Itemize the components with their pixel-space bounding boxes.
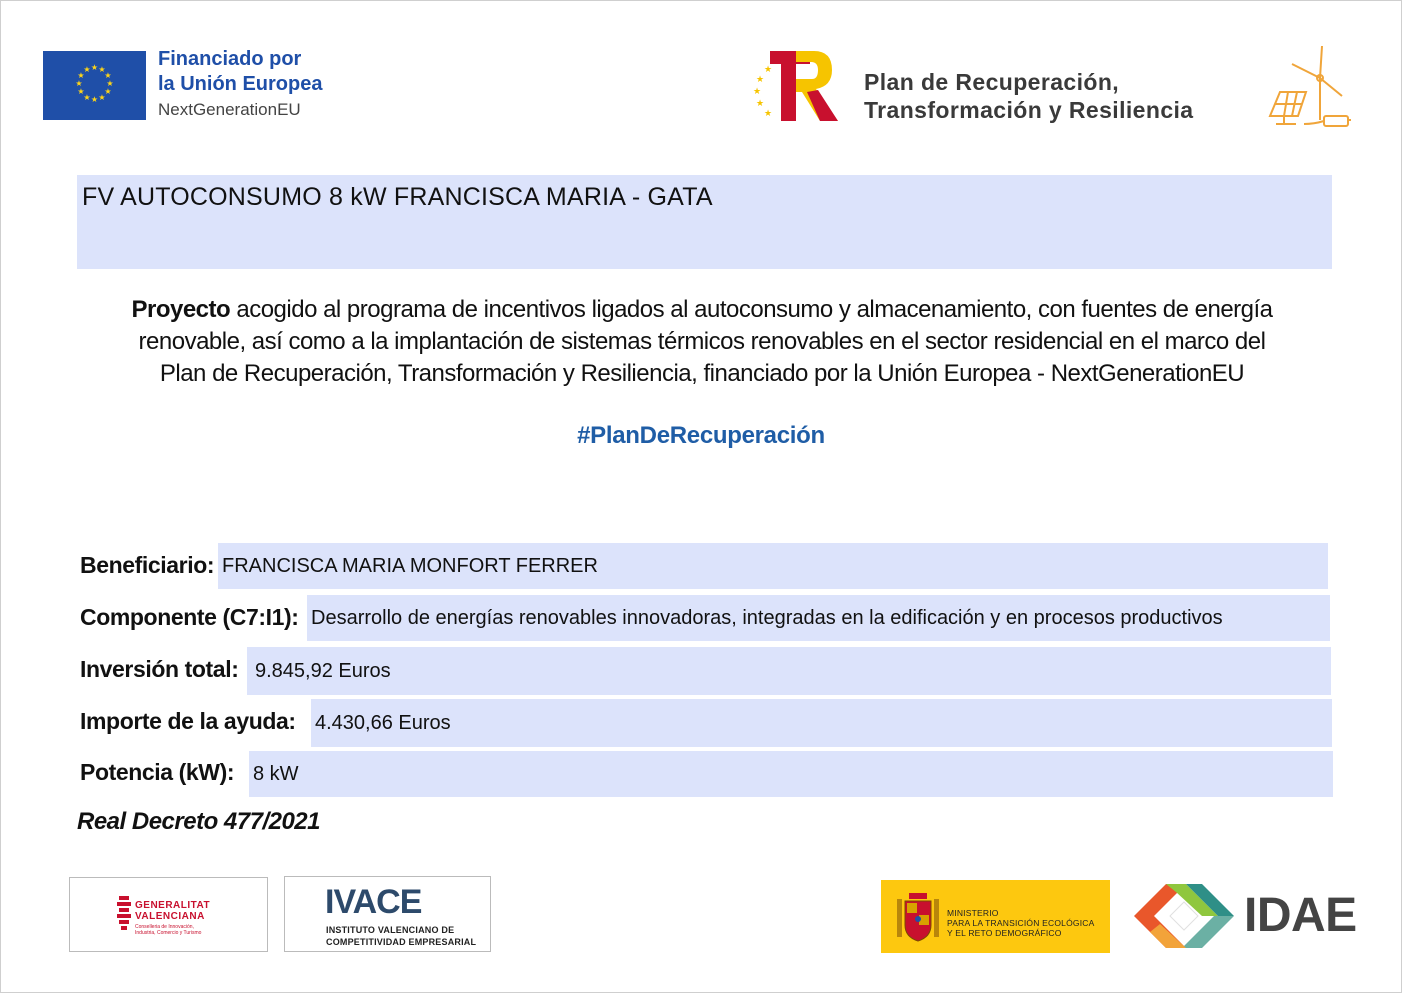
idae-wordmark: IDAE — [1244, 889, 1357, 942]
beneficiario-value: FRANCISCA MARIA MONFORT FERRER — [218, 543, 1328, 589]
idae-mark-icon — [1130, 880, 1238, 953]
svg-text:★: ★ — [104, 87, 112, 96]
gv-line-1: GENERALITAT — [135, 900, 211, 911]
potencia-label: Potencia (kW): — [80, 759, 235, 785]
description-line-3: Plan de Recuperación, Transformación y Resiliencia, financiado por la Unión Europea - NextGenerationEU — [159, 360, 1245, 387]
royal-decree: Real Decreto 477/2021 — [77, 808, 320, 835]
ayuda-value: 4.430,66 Euros — [311, 699, 1332, 747]
prtr-text — [864, 68, 1194, 124]
svg-text:★: ★ — [756, 75, 765, 85]
gv-sub-2: Industria, Comercio y Turismo — [135, 930, 202, 936]
gv-name — [135, 900, 210, 922]
gv-subtitle — [135, 924, 201, 936]
ministerio-line-1: MINISTERIO — [947, 908, 999, 918]
eu-flag-logo — [43, 51, 146, 120]
svg-text:★: ★ — [83, 93, 91, 102]
svg-text:★: ★ — [77, 71, 85, 80]
ministerio-text — [947, 908, 1094, 938]
description-line-1 — [70, 294, 1334, 326]
project-title-box — [77, 175, 1332, 269]
hashtag: #PlanDeRecuperación — [577, 422, 825, 449]
spain-coat-of-arms-icon — [895, 889, 941, 945]
svg-text:★: ★ — [764, 109, 773, 119]
svg-text:★: ★ — [756, 99, 765, 109]
ayuda-label: Importe de la ayuda: — [80, 708, 296, 734]
beneficiario-label: Beneficiario: — [80, 552, 215, 578]
eu-funding-text — [158, 47, 322, 123]
generalitat-valenciana-logo — [69, 877, 268, 952]
svg-text:★: ★ — [104, 71, 112, 80]
ministerio-logo — [881, 880, 1110, 953]
svg-text:★: ★ — [753, 87, 762, 97]
svg-text:★: ★ — [98, 65, 106, 74]
ivace-logo — [284, 876, 491, 952]
description-line-2: renovable, así como a la implantación de sistemas térmicos renovables en el sector residencial en el marco del — [138, 328, 1266, 355]
prtr-logo — [752, 48, 842, 124]
gv-shield-icon — [116, 894, 132, 934]
potencia-value: 8 kW — [249, 751, 1333, 797]
prtr-line-2: Transformación y Resiliencia — [864, 97, 1194, 123]
svg-text:★: ★ — [764, 65, 773, 75]
prtr-line-1: Plan de Recuperación, — [864, 69, 1120, 95]
project-description — [70, 294, 1334, 390]
project-title: FV AUTOCONSUMO 8 kW FRANCISCA MARIA - GATA — [82, 183, 713, 211]
inversion-value: 9.845,92 Euros — [247, 647, 1331, 695]
eu-line-3: NextGenerationEU — [158, 100, 301, 119]
gv-sub-1: Conselleria de Innovación, — [135, 924, 194, 930]
svg-text:★: ★ — [90, 63, 99, 72]
svg-text:★: ★ — [106, 79, 114, 88]
description-lead: Proyecto — [131, 296, 231, 323]
svg-text:★: ★ — [98, 93, 106, 102]
componente-value: Desarrollo de energías renovables innovadoras, integradas en la edificación y en procesos productivos — [307, 595, 1330, 641]
description-line-1-text: acogido al programa de incentivos ligados al autoconsumo y almacenamiento, con fuentes de energía — [230, 296, 1273, 323]
ministerio-line-2: PARA LA TRANSICIÓN ECOLÓGICA — [947, 918, 1095, 928]
eu-line-1: Financiado por — [158, 48, 302, 70]
inversion-label: Inversión total: — [80, 656, 239, 682]
gv-line-2: VALENCIANA — [135, 911, 205, 922]
svg-text:★: ★ — [77, 87, 85, 96]
ivace-wordmark: IVACE — [325, 883, 422, 921]
renewable-energy-icon — [1262, 40, 1354, 130]
componente-label: Componente (C7:I1): — [80, 604, 299, 630]
svg-text:★: ★ — [75, 79, 83, 88]
ivace-sub-2: COMPETITIVIDAD EMPRESARIAL — [326, 937, 477, 947]
svg-text:★: ★ — [90, 95, 99, 104]
svg-text:★: ★ — [83, 65, 91, 74]
eu-line-2: la Unión Europea — [158, 73, 323, 95]
ministerio-line-3: Y EL RETO DEMOGRÁFICO — [947, 928, 1062, 938]
ivace-subtitle — [326, 924, 476, 948]
ivace-sub-1: INSTITUTO VALENCIANO DE — [326, 925, 455, 935]
